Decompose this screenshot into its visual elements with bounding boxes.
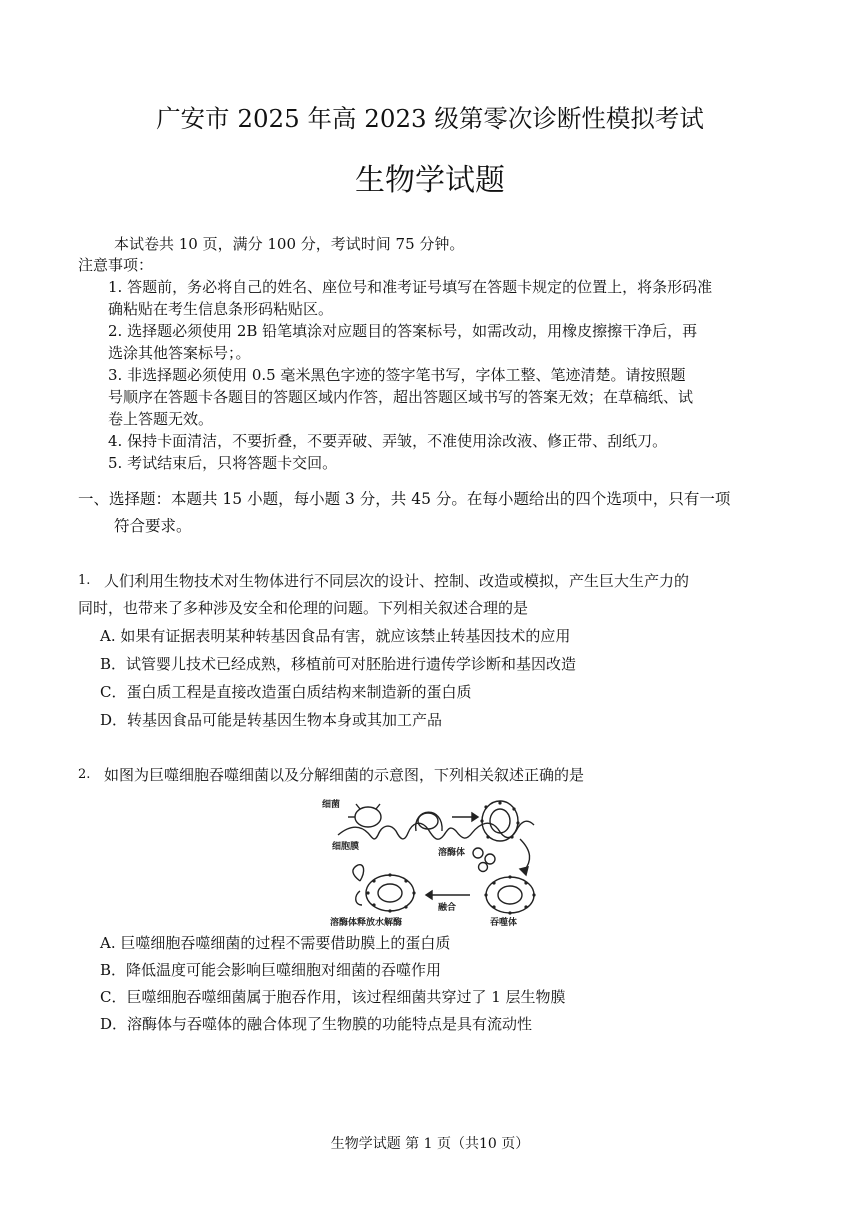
exam-intro: 本试卷共 10 页，满分 100 分，考试时间 75 分钟。 — [114, 235, 465, 253]
phagocytosis-figure — [320, 795, 542, 930]
notice-item-4: 4. 保持卡面清洁，不要折叠，不要弄破、弄皱，不准使用涂改液、修正带、刮纸刀。 — [108, 432, 668, 450]
cell-membrane-line — [338, 821, 534, 839]
lysosome-dot-2 — [485, 854, 495, 864]
figure-label-cell-membrane: 细胞膜 — [332, 842, 360, 852]
section-heading-line-2: 符合要求。 — [114, 517, 192, 535]
figure-label-bacteria: 细菌 — [322, 800, 341, 810]
exam-title: 广安市 2025 年高 2023 级第零次诊断性模拟考试 — [156, 104, 704, 133]
notice-heading: 注意事项： — [78, 256, 154, 274]
notice-item-2-line-1: 2. 选择题必须使用 2B 铅笔填涂对应题目的答案标号，如需改动，用橡皮擦擦干净后，再 — [108, 322, 698, 340]
page-footer: 生物学试题 第 1 页（共10 页） — [330, 1136, 530, 1152]
figure-label-phagosome: 吞噬体 — [490, 918, 518, 928]
figure-label-fusion: 融合 — [438, 903, 457, 913]
question-2-option-b: B．降低温度可能会影响巨噬细胞对细菌的吞噬作用 — [100, 961, 442, 979]
question-1-option-c: C．蛋白质工程是直接改造蛋白质结构来制造新的蛋白质 — [100, 683, 472, 701]
bacterium-shape-2 — [418, 813, 438, 829]
question-1-option-a: A. 如果有证据表明某种转基因食品有害，就应该禁止转基因技术的应用 — [100, 627, 571, 645]
subject-title: 生物学试题 — [355, 163, 505, 198]
question-1-stem-line-2: 同时，也带来了多种涉及安全和伦理的问题。下列相关叙述合理的是 — [78, 599, 529, 617]
figure-label-lysosome-release: 溶酶体释放水解酶 — [330, 918, 403, 928]
question-1-option-d: D．转基因食品可能是转基因生物本身或其加工产品 — [100, 711, 443, 729]
question-2-stem-line-1: 如图为巨噬细胞吞噬细菌以及分解细菌的示意图，下列相关叙述正确的是 — [104, 766, 585, 784]
question-2-option-d: D．溶酶体与吞噬体的融合体现了生物膜的功能特点是具有流动性 — [100, 1015, 533, 1033]
notice-item-3-line-1: 3. 非选择题必须使用 0.5 毫米黑色字迹的签字笔书写，字体工整、笔迹清楚。请按照题 — [108, 366, 686, 384]
question-1-option-b: B．试管婴儿技术已经成熟，移植前可对胚胎进行遗传学诊断和基因改造 — [100, 655, 577, 673]
figure-label-lysosome: 溶酶体 — [438, 848, 466, 858]
notice-item-2-line-2: 选涂其他答案标号；。 — [108, 344, 251, 362]
notice-item-3-line-3: 卷上答题无效。 — [108, 410, 214, 428]
question-2-option-a: A. 巨噬细胞吞噬细菌的过程不需要借助膜上的蛋白质 — [100, 934, 451, 952]
question-2-option-c: C．巨噬细胞吞噬细菌属于胞吞作用，该过程细菌共穿过了 1 层生物膜 — [100, 988, 566, 1006]
question-2-number: 2. — [78, 767, 91, 782]
notice-item-1-line-2: 确粘贴在考生信息条形码粘贴区。 — [108, 300, 334, 318]
question-1-number: 1. — [78, 573, 91, 588]
lysosome-dot-3 — [479, 863, 488, 872]
notice-item-5: 5. 考试结束后，只将答题卡交回。 — [108, 454, 338, 472]
notice-item-3-line-2: 号顺序在答题卡各题目的答题区域内作答，超出答题区域书写的答案无效；在草稿纸、试 — [108, 388, 694, 406]
question-1-stem-line-1: 人们利用生物技术对生物体进行不同层次的设计、控制、改造或模拟，产生巨大生产力的 — [104, 572, 690, 590]
phagocytosis-diagram — [320, 795, 542, 930]
notice-item-1-line-1: 1. 答题前，务必将自己的姓名、座位号和准考证号填写在答题卡规定的位置上，将条形码准 — [108, 278, 713, 296]
bacterium-shape-1 — [355, 807, 381, 827]
lysosome-dot-1 — [473, 848, 483, 858]
section-heading-line-1: 一、选择题：本题共 15 小题，每小题 3 分，共 45 分。在每小题给出的四个选项中，只有一项 — [78, 490, 731, 508]
